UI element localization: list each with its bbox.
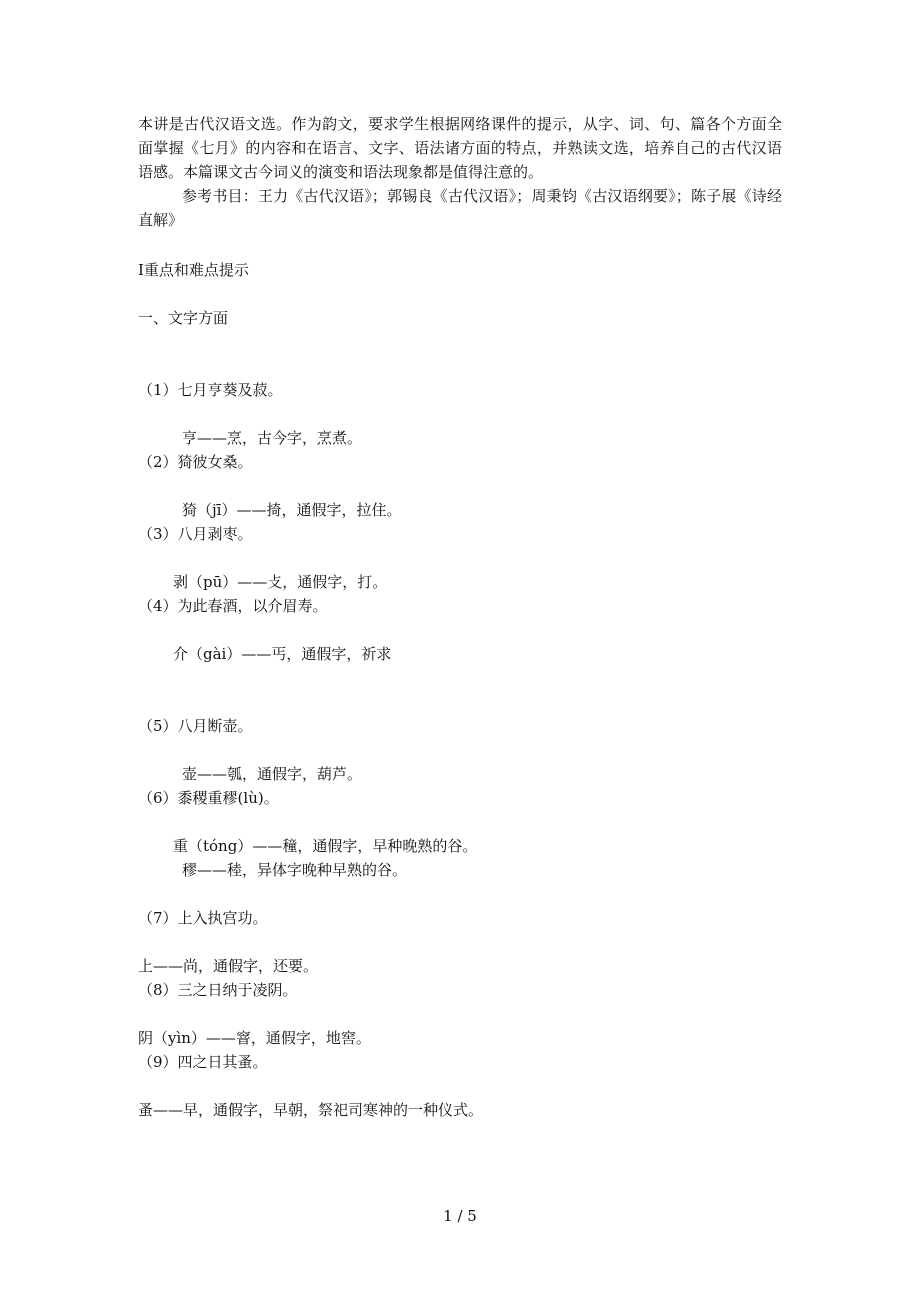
item-answer: 穋——稑，异体字晚种早熟的谷。 xyxy=(182,861,408,879)
item-question: （5）八月断壶。 xyxy=(138,717,253,735)
item-answer: 上——尚，通假字，还要。 xyxy=(138,957,319,975)
item-question: （2）猗彼女桑。 xyxy=(138,453,253,471)
item-answer: 重（tóng）——穜，通假字，早种晚熟的谷。 xyxy=(173,837,478,855)
item-answer: 猗（jī）——掎，通假字，拉住。 xyxy=(182,501,402,519)
intro-paragraph: 本讲是古代汉语文选。作为韵文，要求学生根据网络课件的提示，从字、词、句、篇各个方面全面掌握《七月》的内容和在语言、文字、语法诸方面的特点，并熟读文选，培养自己的古代汉语语感。本篇课文古今词义的演变和语法现象都是值得注意的。 xyxy=(138,115,782,181)
item-question: （6）黍稷重穋(lù)。 xyxy=(138,789,279,807)
item-answer: 蚤——早，通假字，早朝，祭祀司寒神的一种仪式。 xyxy=(138,1101,484,1119)
intro-block xyxy=(138,112,782,232)
subsection-title: 一、文字方面 xyxy=(138,309,229,327)
item-answer: 壶——瓠，通假字，葫芦。 xyxy=(182,765,363,783)
item-answer: 剥（pū）——攴，通假字，打。 xyxy=(173,573,388,591)
item-question: （9）四之日其蚤。 xyxy=(138,1053,268,1071)
section-title: Ⅰ重点和难点提示 xyxy=(138,261,249,279)
item-answer: 介（gài）——丐，通假字，祈求 xyxy=(173,645,392,663)
item-question: （3）八月剥枣。 xyxy=(138,525,253,543)
item-question: （8）三之日纳于凌阴。 xyxy=(138,981,298,999)
item-question: （4）为此春酒，以介眉寿。 xyxy=(138,597,328,615)
item-answer: 阴（yìn）——窨，通假字，地窖。 xyxy=(138,1029,371,1047)
item-question: （1）七月亨葵及菽。 xyxy=(138,381,283,399)
item-question: （7）上入执宫功。 xyxy=(138,909,268,927)
page-number: 1 / 5 xyxy=(443,1207,477,1225)
item-answer: 亨——烹，古今字，烹煮。 xyxy=(182,429,363,447)
reference-books: 参考书目：王力《古代汉语》；郭锡良《古代汉语》；周秉钧《古汉语纲要》；陈子展《诗经直解》 xyxy=(138,187,782,229)
